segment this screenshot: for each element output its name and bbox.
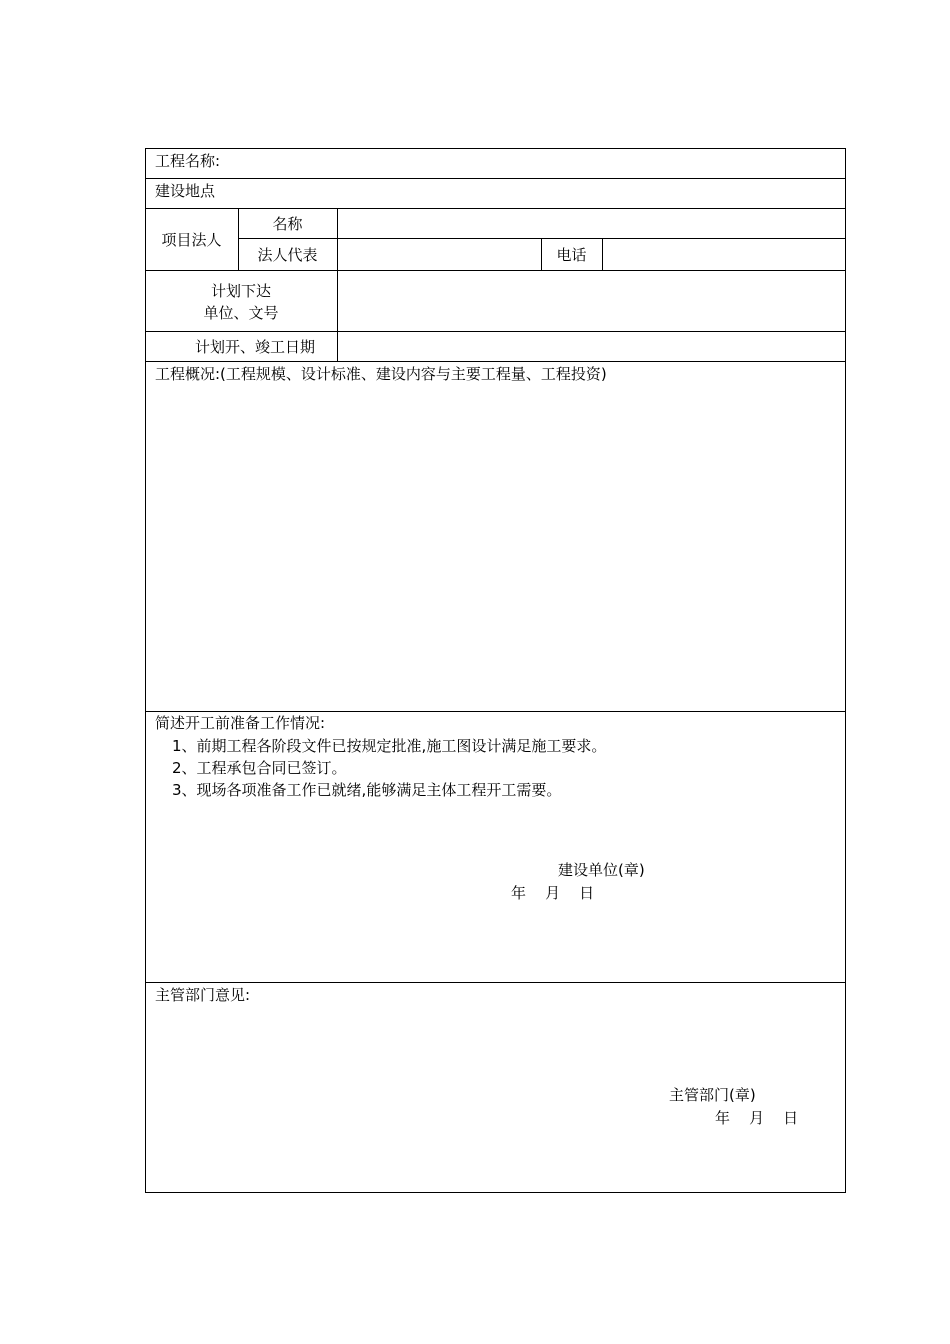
rule: [145, 982, 846, 983]
preparation-item: 1、前期工程各阶段文件已按规定批准,施工图设计满足施工要求。: [172, 737, 607, 755]
overview-label: 工程概况:(工程规模、设计标准、建设内容与主要工程量、工程投资): [155, 365, 607, 383]
plan-issuer-label-line1: 计划下达: [210, 282, 271, 300]
builder-seal-label: 建设单位(章): [558, 861, 645, 879]
preparation-item: 3、现场各项准备工作已就绪,能够满足主体工程开工需要。: [172, 781, 562, 799]
phone-label: 电话: [556, 246, 587, 264]
preparation-label: 简述开工前准备工作情况:: [155, 714, 326, 732]
rule: [145, 361, 846, 362]
rule: [238, 238, 846, 239]
rule: [145, 270, 846, 271]
rule: [145, 711, 846, 712]
authority-date-label: 年 月 日: [715, 1109, 799, 1127]
plan-dates-label: 计划开、竣工日期: [194, 338, 315, 356]
legal-person-label: 项目法人: [161, 231, 222, 249]
application-form: [145, 148, 846, 1193]
rule-right: [845, 148, 846, 1193]
builder-date-label: 年 月 日: [511, 884, 595, 902]
rule: [145, 331, 846, 332]
legal-rep-label: 法人代表: [257, 246, 318, 264]
authority-opinion-label: 主管部门意见:: [155, 986, 251, 1004]
rule: [145, 208, 846, 209]
rule-top: [145, 148, 846, 149]
preparation-item: 2、工程承包合同已签订。: [172, 759, 347, 777]
rule: [602, 238, 603, 270]
project-name-label: 工程名称:: [155, 152, 221, 170]
plan-issuer-label-line2: 单位、文号: [203, 304, 279, 322]
site-label: 建设地点: [155, 182, 216, 200]
legal-name-label: 名称: [272, 215, 303, 233]
rule-bottom: [145, 1192, 846, 1193]
authority-seal-label: 主管部门(章): [669, 1086, 756, 1104]
rule: [145, 178, 846, 179]
